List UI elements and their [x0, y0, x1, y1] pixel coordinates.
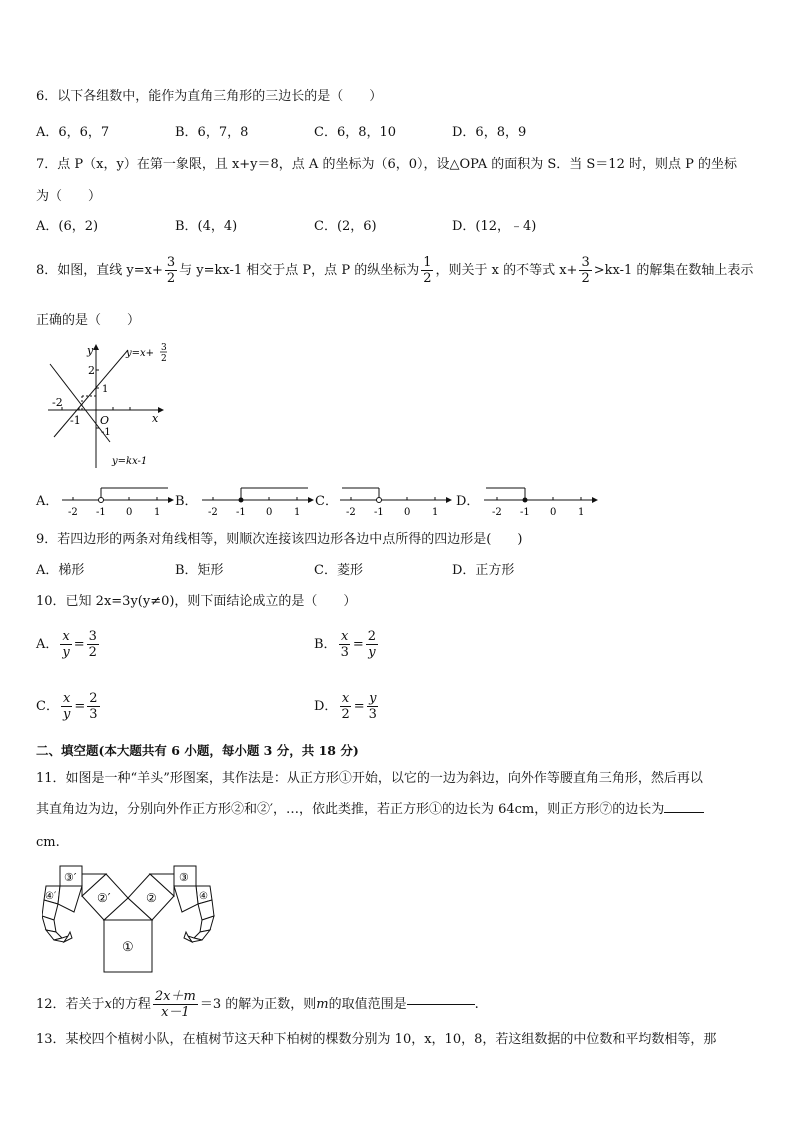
- q9-option-a: A．梯形: [36, 563, 85, 578]
- q8-option-b-numberline: [200, 484, 315, 520]
- q6-option-b: B．6，7，8: [175, 125, 249, 140]
- label-1: ①: [122, 940, 134, 955]
- closed-point: [239, 498, 244, 503]
- q6-option-a: A．6，6，7: [36, 125, 110, 140]
- q9-option-b: B．矩形: [175, 563, 224, 578]
- line1-label-num: 3: [161, 343, 167, 353]
- label-neg1-y: -1: [101, 427, 111, 438]
- q11-line3: cm.: [36, 835, 60, 850]
- tick-1: 1: [294, 507, 301, 518]
- y-axis-label: y: [87, 344, 94, 357]
- tick-0: 0: [550, 507, 557, 518]
- q8-stem-line2: 正确的是（ ）: [36, 313, 141, 328]
- tick-neg1: -1: [374, 507, 384, 518]
- q10-option-d: D． $\frac{x}{2}$ = $\frac{y}{3}$: [314, 691, 377, 722]
- q7-stem-line1: 7．点 P（x，y）在第一象限，且 x+y＝8，点 A 的坐标为（6，0），设△OPA 的面积为 S．当 S＝12 时，则点 P 的坐标: [36, 157, 737, 172]
- tick-neg1: -1: [520, 507, 530, 518]
- x-axis-label: x: [152, 412, 159, 425]
- tick-1: 1: [432, 507, 439, 518]
- q11-line2: 其直角边为边，分别向外作正方形②和②′，…，依此类推，若正方形①的边长为 64cm，则正方形⑦的边长为: [36, 803, 704, 816]
- q9-stem: 9．若四边形的两条对角线相等，则顺次连接该四边形各边中点所得的四边形是( ): [36, 532, 523, 547]
- label-2: ②: [146, 891, 157, 905]
- q10-option-b: B． $\frac{x}{3}$ = $\frac{2}{y}$: [314, 629, 377, 660]
- tick-neg2: -2: [208, 507, 218, 518]
- tick-neg2: -2: [492, 507, 502, 518]
- q7-stem-line2: 为（ ）: [36, 189, 102, 204]
- q11-ram-head-figure: [42, 860, 232, 976]
- label-3: ③: [179, 871, 189, 884]
- q11-line1: 11．如图是一种“羊头”形图案，其作法是：从正方形①开始，以它的一边为斜边，向外作等腰直角三角形，然后再以: [36, 771, 703, 786]
- tick-neg2: -2: [68, 507, 78, 518]
- q8-stem-line1: [36, 256, 753, 285]
- q8-option-c-numberline: [338, 484, 453, 520]
- label-2p: ②′: [97, 891, 111, 905]
- q6-option-d: D．6，8，9: [452, 125, 527, 140]
- q8-option-c-label: C．: [315, 494, 338, 509]
- tick-neg1: -1: [236, 507, 246, 518]
- tick-neg1: -1: [96, 507, 106, 518]
- q8-option-d-label: D．: [456, 494, 480, 509]
- q7-option-a: A．(6，2): [36, 219, 99, 234]
- q8-fraction-3-2: $\frac{3}{2}$: [166, 255, 176, 286]
- q8-coordinate-graph: [40, 340, 180, 472]
- origin-label: O: [100, 414, 110, 427]
- q12-answer-blank[interactable]: [407, 1004, 475, 1005]
- section-2-title: 二、填空题(本大题共有 6 小题，每小题 3 分，共 18 分): [36, 743, 359, 758]
- q11-answer-blank[interactable]: [664, 812, 704, 813]
- q8-option-a-numberline: [60, 484, 175, 520]
- q8-fraction-1-2: $\frac{1}{2}$: [423, 255, 432, 286]
- line1-label-den: 2: [161, 354, 167, 364]
- tick-1: 1: [578, 507, 585, 518]
- q8-option-d-numberline: [482, 484, 600, 520]
- x-axis-arrow: [158, 407, 164, 413]
- closed-point: [523, 498, 528, 503]
- q10-option-a: A． $\frac{x}{y}$ = $\frac{3}{2}$: [36, 629, 97, 660]
- open-point: [377, 498, 382, 503]
- label-1: 1: [102, 384, 109, 395]
- axis-arrow: [446, 497, 452, 503]
- tick-neg2: -2: [346, 507, 356, 518]
- y-axis-arrow: [93, 344, 99, 350]
- q8-option-b-label: B．: [175, 494, 198, 509]
- q12-stem: 12．若关于x的方程 $\frac{2x+m}{x-1}$ ＝3 的解为正数，则m的取值范围是 .: [36, 989, 479, 1020]
- q10-stem: 10．已知 2x=3y(y≠0)，则下面结论成立的是（ ）: [36, 594, 357, 609]
- open-point: [99, 498, 104, 503]
- q8-fraction-3-2b: $\frac{3}{2}$: [581, 255, 590, 286]
- line2-label: y=kx-1: [112, 456, 148, 467]
- q7-option-c: C．(2，6): [314, 219, 377, 234]
- tick-0: 0: [126, 507, 133, 518]
- q8-text-4: >kx-1 的解集在数轴上表示: [593, 263, 754, 278]
- tick-0: 0: [266, 507, 273, 518]
- q13-line1: 13．某校四个植树小队，在植树节这天种下柏树的棵数分别为 10，x，10，8，若这组数据的中位数和平均数相等，那: [36, 1032, 717, 1047]
- q8-option-a-label: A．: [36, 494, 59, 509]
- q6-stem: 6．以下各组数中，能作为直角三角形的三边长的是（ ）: [36, 89, 383, 104]
- tick-0: 0: [404, 507, 411, 518]
- label-3p: ③′: [64, 871, 77, 884]
- q9-option-c: C．菱形: [314, 563, 363, 578]
- label-neg1-x: -1: [70, 414, 81, 427]
- label-neg2: -2: [52, 396, 63, 409]
- q6-option-c: C．6，8，10: [314, 125, 397, 140]
- q8-text-2: 与 y=kx-1 相交于点 P，点 P 的纵坐标为: [179, 263, 420, 278]
- q7-option-b: B．(4，4): [175, 219, 238, 234]
- tick-1: 1: [154, 507, 161, 518]
- q8-text-1: 8．如图，直线 y=x+: [36, 263, 163, 278]
- label-4: ④: [199, 891, 208, 902]
- axis-arrow: [168, 497, 174, 503]
- q7-option-d: D．(12，﹣4): [452, 219, 537, 234]
- q9-option-d: D．正方形: [452, 563, 515, 578]
- q12-equation-fraction: $\frac{2x+m}{x-1}$: [154, 989, 196, 1020]
- q8-text-3: ，则关于 x 的不等式 x+: [435, 263, 578, 278]
- line1-label: y=x+: [126, 348, 155, 359]
- label-2: 2: [88, 364, 95, 377]
- axis-arrow: [308, 497, 314, 503]
- q10-option-c: C． $\frac{x}{y}$ = $\frac{2}{3}$: [36, 691, 98, 722]
- label-4p: ④′: [45, 891, 57, 902]
- axis-arrow: [592, 497, 598, 503]
